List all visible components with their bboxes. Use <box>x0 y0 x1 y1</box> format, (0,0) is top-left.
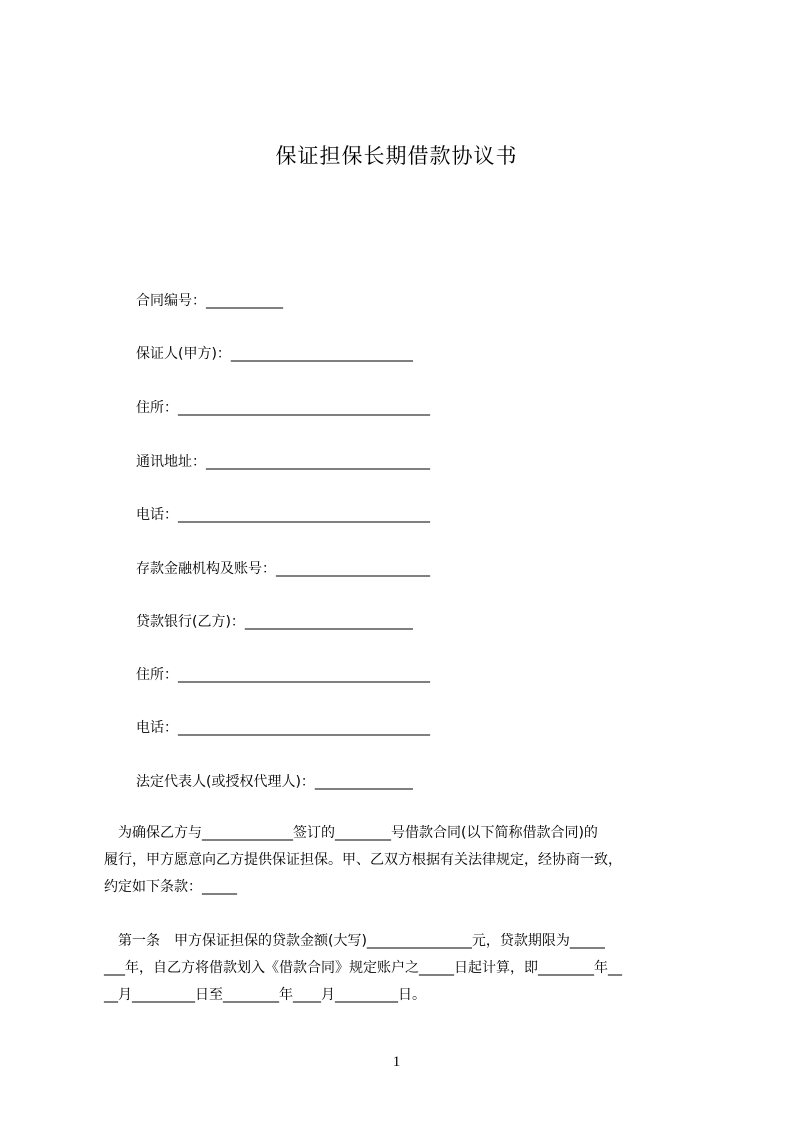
bank-address-field: 住所：____________________________________ <box>136 667 430 683</box>
article-line: __月_________日至________年____月_________日。 <box>104 987 426 1003</box>
mailing-address-field: 通讯地址：________________________________ <box>136 454 430 470</box>
contract-number-field: 合同编号：___________ <box>136 293 283 309</box>
document-title: 保证担保长期借款协议书 <box>275 144 518 168</box>
bank-phone-field: 电话：____________________________________ <box>136 720 430 736</box>
intro-line: 约定如下条款：_____ <box>104 879 237 895</box>
page-number: 1 <box>392 1054 401 1070</box>
article-line: 第一条 甲方保证担保的贷款金额(大写)_______________元，贷款期限为_____ <box>104 933 605 949</box>
legal-representative-field: 法定代表人(或授权代理人)：______________ <box>136 774 413 790</box>
article-1-paragraph <box>104 928 704 1009</box>
intro-paragraph <box>104 820 704 901</box>
lending-bank-field: 贷款银行(乙方)：________________________ <box>136 614 413 630</box>
intro-line: 履行，甲方愿意向乙方提供保证担保。甲、乙双方根据有关法律规定，经协商一致， <box>104 852 622 868</box>
intro-line: 为确保乙方与_____________签订的________号借款合同(以下简称借款合同)的 <box>104 825 598 841</box>
article-line: ___年，自乙方将借款划入《借款合同》规定账户之_____日起计算，即________年__ <box>104 960 622 976</box>
guarantor-address-field: 住所：____________________________________ <box>136 400 430 416</box>
guarantor-phone-field: 电话：____________________________________ <box>136 507 430 523</box>
guarantor-field: 保证人(甲方)：__________________________ <box>136 346 413 362</box>
bank-account-field: 存款金融机构及账号：______________________ <box>136 561 430 577</box>
